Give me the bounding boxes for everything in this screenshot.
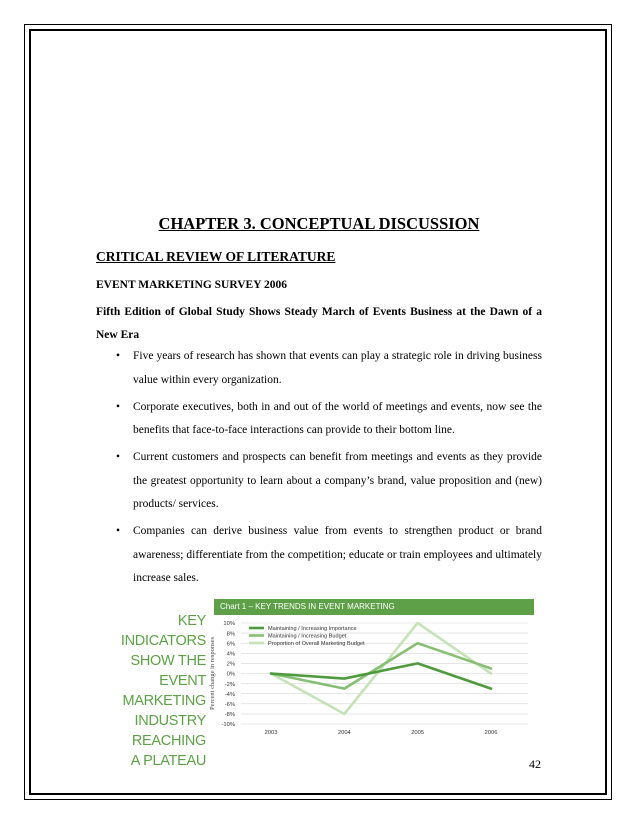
side-text-line: A PLATEAU <box>130 753 206 769</box>
chart-title: Chart 1 – KEY TRENDS IN EVENT MARKETING <box>214 599 534 615</box>
bullet-icon: • <box>116 400 121 413</box>
legend-label: Maintaining / Increasing Budget <box>268 633 347 640</box>
y-tick-label: 2% <box>226 661 235 668</box>
y-tick-label: 10% <box>223 621 235 628</box>
x-tick-label: 2003 <box>264 730 278 736</box>
y-tick-label: -6% <box>224 702 235 708</box>
y-tick-label: 8% <box>226 631 235 638</box>
side-text-line: MARKETING <box>122 693 206 709</box>
y-tick-label: -8% <box>224 712 235 719</box>
list-item <box>96 446 542 517</box>
y-tick-label: -4% <box>224 691 235 698</box>
bullet-list <box>96 345 542 594</box>
x-tick-label: 2004 <box>337 730 351 736</box>
bullet-icon: • <box>116 350 121 362</box>
side-text-line: SHOW THE EVENT <box>130 653 206 689</box>
list-item <box>96 396 542 443</box>
legend-label: Proportion of Overall Marketing Budget <box>268 641 365 648</box>
y-tick-label: -10% <box>221 722 235 729</box>
bullet-icon: • <box>116 451 121 463</box>
bullet-text: Current customers and prospects can benefit from meetings and events as they provide the greatest opportunity to learn about a company’s brand, value proposition and (new) products/ services. <box>133 451 542 510</box>
line-chart <box>206 615 536 741</box>
section-heading: CRITICAL REVIEW OF LITERATURE <box>96 249 336 264</box>
bullet-text: Companies can derive business value from events to strengthen product or brand awareness; differentiate from the competition; educate or train employees and ultimately increase sales. <box>133 525 542 584</box>
list-item <box>96 520 542 591</box>
y-tick-label: 4% <box>226 651 235 658</box>
side-text-line: KEY INDICATORS <box>120 613 206 649</box>
y-tick-label: 0% <box>226 671 235 678</box>
list-item <box>96 345 542 392</box>
figure-side-text <box>96 611 206 771</box>
bullet-icon: • <box>116 525 121 537</box>
chapter-title: CHAPTER 3. CONCEPTUAL DISCUSSION <box>158 214 480 233</box>
figure <box>96 599 542 769</box>
intro-paragraph: Fifth Edition of Global Study Shows Steady March of Events Business at the Dawn of a New Era <box>96 306 542 341</box>
bullet-text: Five years of research has shown that events can play a strategic role in driving business value within every organization. <box>133 350 542 386</box>
x-tick-label: 2006 <box>484 730 498 736</box>
page-number: 42 <box>529 757 541 771</box>
y-tick-label: 6% <box>226 641 235 648</box>
x-tick-label: 2005 <box>411 730 425 736</box>
sub-heading: EVENT MARKETING SURVEY 2006 <box>96 279 287 291</box>
bullet-text: Corporate executives, both in and out of the world of meetings and events, now see the benefits that face-to-face interactions can provide to their bottom line. <box>133 400 542 436</box>
legend-label: Maintaining / Increasing Importance <box>268 626 357 633</box>
y-tick-label: -2% <box>224 681 235 688</box>
side-text-line: INDUSTRY REACHING <box>131 713 206 749</box>
y-axis-label: Percent change in responses <box>209 636 216 711</box>
